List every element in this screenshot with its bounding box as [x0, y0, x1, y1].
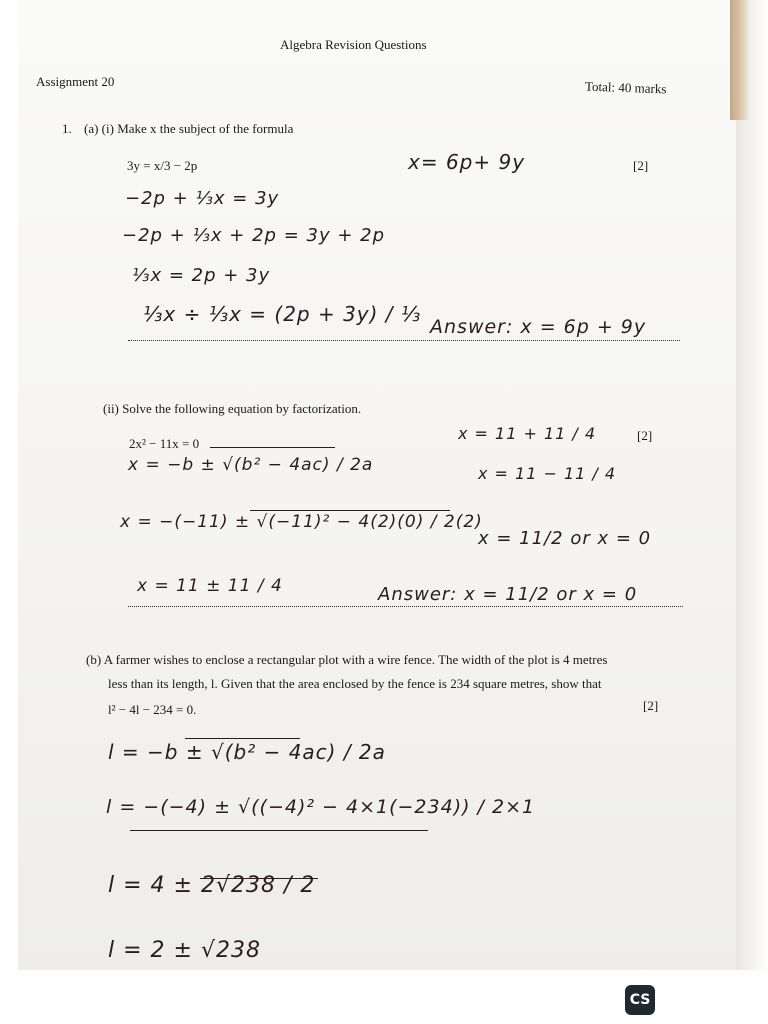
question-1a-i-marks: [2] [633, 158, 649, 173]
work-line: x = 11 ± 11 / 4 [137, 576, 283, 596]
total-marks: Total: 40 marks [584, 78, 667, 97]
fraction-bar [130, 830, 428, 831]
work-line: l = 2 ± √238 [108, 938, 261, 963]
question-1a-ii-equation: 2x² − 11x = 0 [129, 436, 200, 451]
work-line: l = −b ± √(b² − 4ac) / 2a [108, 740, 386, 764]
root-bar [200, 878, 318, 879]
work-line: ⅓x ÷ ⅓x = (2p + 3y) / ⅓ [143, 302, 422, 326]
work-line: ⅓x = 2p + 3y [132, 265, 271, 286]
question-1b-line2: less than its length, l. Given that the area enclosed by the fence is 234 square metres, show that [108, 676, 602, 691]
work-line: −2p + ⅓x = 3y [125, 188, 280, 209]
question-1a-i-formula: 3y = x/3 − 2p [127, 158, 198, 173]
root-bar [185, 738, 300, 739]
work-line: x = −b ± √(b² − 4ac) / 2a [128, 455, 374, 475]
answer-line [128, 606, 683, 607]
camscanner-logo: CS [625, 985, 655, 1015]
question-1a-i-answer: Answer: x = 6p + 9y [430, 316, 647, 338]
page-title: Algebra Revision Questions [280, 37, 427, 52]
question-1b-marks: [2] [643, 698, 659, 713]
question-1b-line3: l² − 4l − 234 = 0. [108, 702, 197, 717]
assignment-label: Assignment 20 [36, 74, 115, 89]
work-line: −2p + ⅓x + 2p = 3y + 2p [122, 225, 386, 246]
work-line: x = −(−11) ± √(−11)² − 4(2)(0) / 2(2) [120, 512, 483, 532]
root-bar [210, 447, 335, 448]
worksheet-page [18, 0, 736, 970]
question-1a-ii-marks: [2] [637, 428, 653, 443]
root-bar [250, 510, 450, 511]
work-line: l = 4 ± 2√238 / 2 [108, 873, 316, 898]
question-number: 1. [62, 121, 72, 136]
question-1a-i-side-answer: x= 6p+ 9y [408, 150, 526, 174]
work-line: l = −(−4) ± √((−4)² − 4×1(−234)) / 2×1 [106, 796, 536, 818]
answer-line [128, 340, 680, 341]
work-line: x = 11 − 11 / 4 [478, 464, 617, 483]
question-1a-ii-answer: Answer: x = 11/2 or x = 0 [378, 584, 638, 605]
page-shadow [730, 0, 750, 120]
page-edge [736, 0, 768, 970]
question-1a-i-prompt: (a) (i) Make x the subject of the formula [84, 121, 294, 136]
work-line: x = 11/2 or x = 0 [478, 528, 652, 549]
question-1a-ii-prompt: (ii) Solve the following equation by factorization. [103, 401, 362, 416]
work-line: x = 11 + 11 / 4 [458, 424, 597, 443]
question-1b-line1: (b) A farmer wishes to enclose a rectangular plot with a wire fence. The width of the plot is 4 metres [86, 652, 608, 667]
